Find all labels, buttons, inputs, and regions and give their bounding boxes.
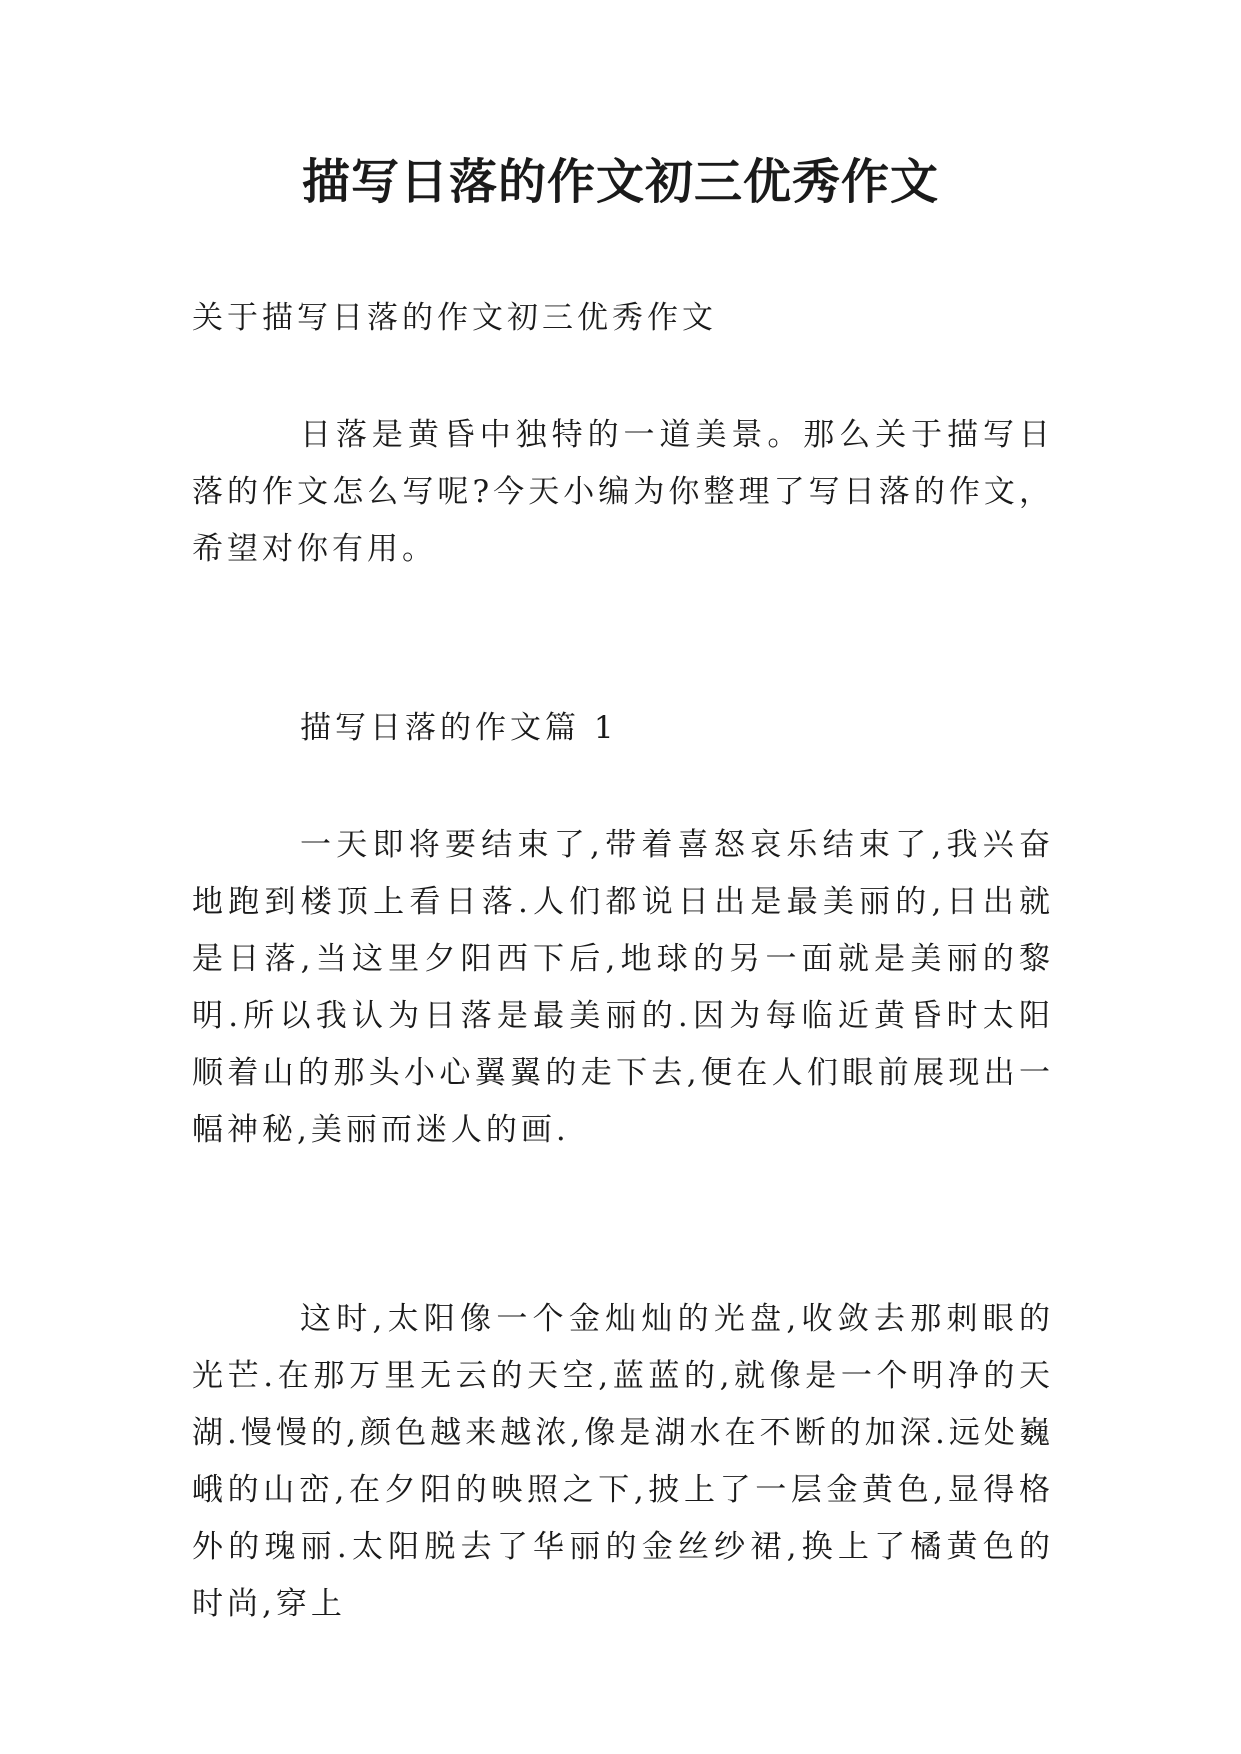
body-paragraph: 一天即将要结束了,带着喜怒哀乐结束了,我兴奋地跑到楼顶上看日落.人们都说日出是最美丽的,日出就是日落,当这里夕阳西下后,地球的另一面就是美丽的黎明.所以我认为日落是最美丽的.因为每临近黄昏时太阳顺着山的那头小心翼翼的走下去,便在人们眼前展现出一幅神秘,美丽而迷人的画.: [192, 827, 1054, 1148]
intro-paragraph: 日落是黄昏中独特的一道美景。那么关于描写日落的作文怎么写呢?今天小编为你整理了写日落的作文，希望对你有用。: [192, 417, 1054, 567]
document-title: 描写日落的作文初三优秀作文: [301, 154, 939, 210]
section-heading: 描写日落的作文篇 1: [300, 710, 618, 746]
body-paragraph: 这时,太阳像一个金灿灿的光盘,收敛去那刺眼的光芒.在那万里无云的天空,蓝蓝的,就像是一个明净的天湖.慢慢的,颜色越来越浓,像是湖水在不断的加深.远处巍峨的山峦,在夕阳的映照之下,披上了一层金黄色,显得格外的瑰丽.太阳脱去了华丽的金丝纱裙,换上了橘黄色的时尚,穿上: [192, 1301, 1054, 1622]
document-subtitle: 关于描写日落的作文初三优秀作文: [192, 300, 717, 336]
